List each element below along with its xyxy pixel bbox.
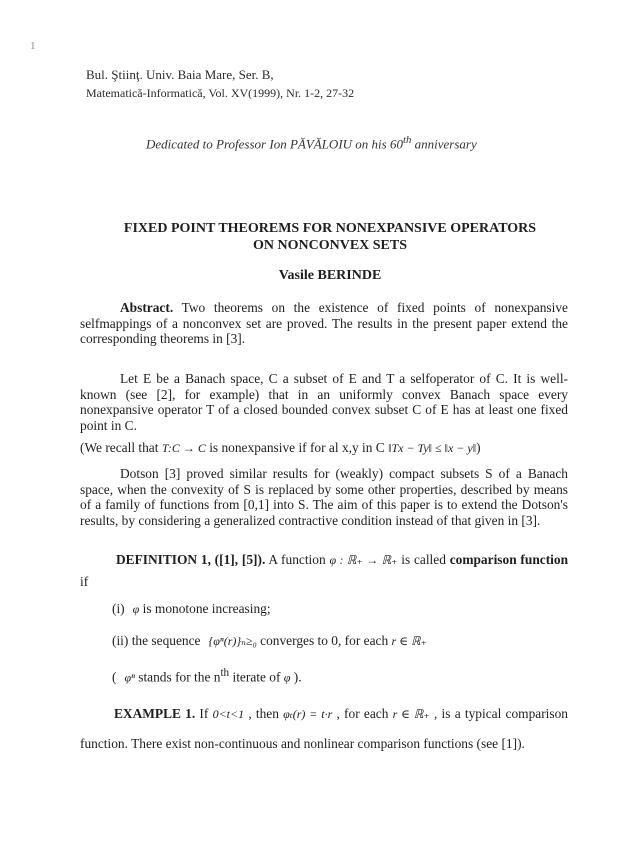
definition-text-3: if	[80, 574, 89, 589]
recall-middle: is nonexpansive if for al x,y in C	[205, 440, 389, 455]
definition-paragraph	[80, 549, 568, 593]
item-note-open: (	[112, 669, 117, 685]
definition-math: φ : ℝ₊ → ℝ₊	[329, 553, 398, 567]
item-ii-math-2: r ∈ ℝ₊	[391, 634, 427, 648]
example-label: EXAMPLE 1.	[114, 706, 196, 721]
abstract-text: Two theorems on the existence of fixed points of nonexpansive selfmappings of a nonconvex set are proved. The results in the present paper extend the corresponding theorems in [3].	[80, 300, 568, 347]
dotson-paragraph: Dotson [3] proved similar results for (weakly) compact subsets S of a Banach space, when the convexity of S is replaced by some other properties, described by means of a family of functions from [0,1] into S. The aim of this paper is to extend the Dotson's results, by considering a generalized contractive condition instead of that given in [3].	[80, 466, 568, 528]
definition-item-ii	[112, 633, 572, 650]
example-text-3: , for each	[332, 706, 393, 721]
abstract-label: Abstract.	[120, 300, 174, 315]
item-note-text-2: iterate of	[229, 669, 284, 685]
definition-item-note	[112, 666, 572, 686]
definition-term: comparison function	[449, 552, 569, 567]
item-ii-math: {φⁿ(r)}ₙ≥₀	[208, 634, 257, 648]
recall-math-map: T:C → C	[161, 441, 206, 455]
item-ii-label: (ii) the sequence	[112, 633, 201, 648]
example-paragraph	[80, 699, 568, 759]
item-i-math: φ	[132, 602, 140, 616]
example-math-1: 0<t<1	[212, 707, 245, 721]
recall-after: )	[476, 440, 481, 455]
page-corner-mark: 1	[30, 40, 36, 52]
definition-text-2: is called	[397, 552, 450, 567]
item-i-label: (i)	[112, 601, 125, 616]
item-note-math-2: φ	[283, 670, 291, 685]
journal-line-1: Bul. Ştiinţ. Univ. Baia Mare, Ser. B,	[86, 67, 274, 82]
definition-label: DEFINITION 1, ([1], [5]).	[116, 552, 266, 567]
item-note-sup: th	[220, 667, 230, 679]
dedication-prefix: Dedicated to Professor Ion PĂVĂLOIU on his 60	[146, 136, 403, 152]
item-note-text: stands for the n	[134, 669, 221, 685]
definition-text-1: A function	[265, 552, 330, 567]
paper-title	[80, 220, 580, 254]
dedication-sup: th	[402, 134, 412, 146]
intro-paragraph: Let E be a Banach space, C a subset of E and T a selfoperator of C. It is well-known (see [2], for example) that in an uniformly convex Banach space every nonexpansive operator T of a closed bounded convex subset C of E has at least one fixed point in C.	[80, 371, 568, 433]
recall-before: (We recall that	[80, 440, 162, 455]
example-text-4: , is a typical comparison function. There exist non-continuous and nonlinear comparison functions (see [1]).	[80, 706, 568, 751]
example-text-2: , then	[244, 706, 284, 721]
item-i-text: is monotone increasing;	[139, 601, 271, 616]
example-math-3: r ∈ ℝ₊	[392, 707, 430, 721]
definition-item-i	[112, 601, 572, 618]
journal-header	[86, 66, 354, 102]
title-line-1: FIXED POINT THEOREMS FOR NONEXPANSIVE OPERATORS	[123, 221, 537, 236]
item-note-close: ).	[290, 669, 302, 685]
title-line-2: ON NONCONVEX SETS	[252, 238, 408, 253]
journal-line-2: Matematică-Informatică, Vol. XV(1999), Nr. 1-2, 27-32	[86, 86, 355, 100]
item-ii-text: converges to 0, for each	[256, 633, 392, 648]
recall-math-norm: ‖Tx − Ty‖ ≤ ‖x − y‖	[388, 441, 477, 455]
abstract-paragraph	[80, 300, 568, 347]
dedication	[146, 134, 477, 152]
example-text-1: If	[195, 706, 213, 721]
author-name: Vasile BERINDE	[278, 268, 382, 283]
example-math-2: φₜ(r) = t·r	[283, 707, 333, 721]
recall-paragraph	[80, 440, 568, 457]
item-note-math: φⁿ	[124, 670, 135, 685]
dedication-suffix: anniversary	[411, 136, 477, 152]
